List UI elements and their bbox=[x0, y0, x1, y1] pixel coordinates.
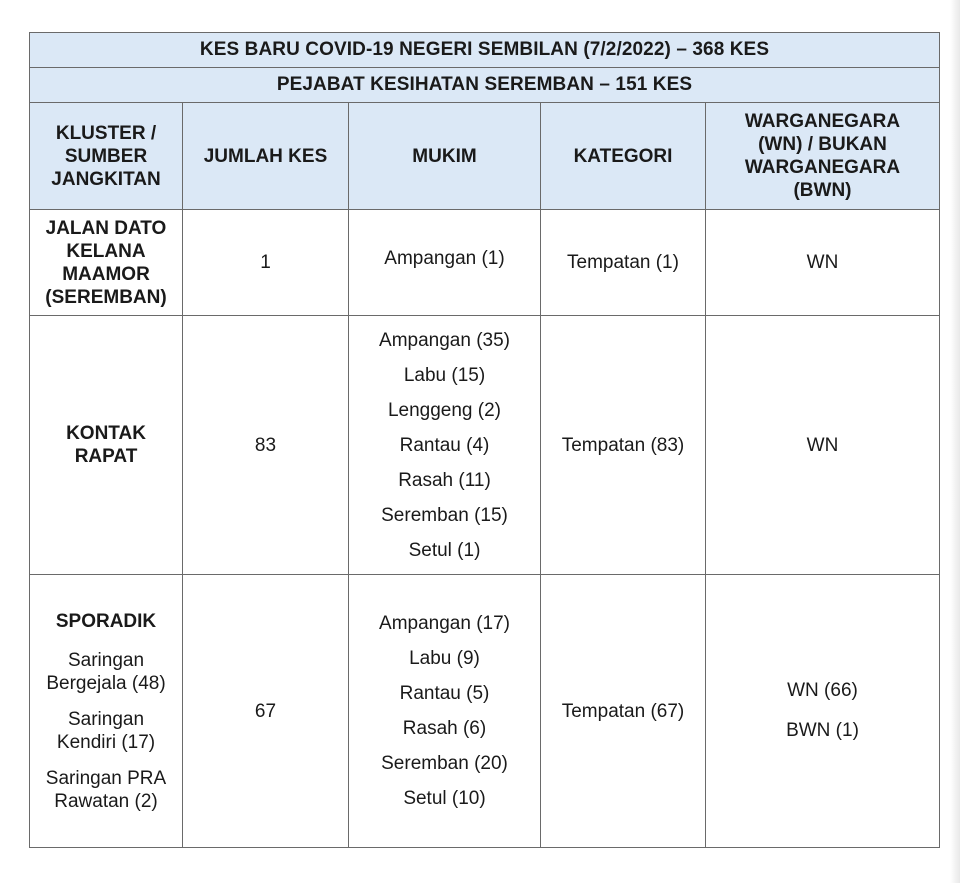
citizenship-item: BWN (1) bbox=[786, 720, 859, 741]
header-cluster-text: KLUSTER / SUMBER JANGKITAN bbox=[51, 122, 161, 190]
cluster-name: SPORADIK bbox=[55, 610, 157, 632]
mukim-cell bbox=[349, 210, 541, 316]
mukim-item: Ampangan (17) bbox=[379, 613, 510, 634]
citizenship-item: WN (66) bbox=[787, 680, 858, 701]
mukim-item: Ampangan (1) bbox=[384, 248, 505, 269]
category-cell: Tempatan (83) bbox=[541, 316, 706, 575]
mukim-cell bbox=[349, 316, 541, 575]
cases-cell: 83 bbox=[183, 316, 349, 575]
mukim-item: Lenggeng (2) bbox=[387, 399, 502, 421]
table-title: KES BARU COVID-19 NEGERI SEMBILAN (7/2/2022) – 368 KES bbox=[30, 33, 940, 68]
mukim-item: Labu (9) bbox=[409, 648, 480, 669]
header-mukim: MUKIM bbox=[349, 103, 541, 210]
citizenship-cell: WN bbox=[706, 210, 940, 316]
cluster-cell bbox=[30, 316, 183, 575]
cluster-name: JALAN DATO KELANA MAAMOR (SEREMBAN) bbox=[45, 217, 167, 308]
cluster-cell bbox=[30, 575, 183, 848]
cases-cell: 67 bbox=[183, 575, 349, 848]
column-header-row bbox=[30, 103, 940, 210]
table-row bbox=[30, 210, 940, 316]
header-citizenship bbox=[706, 103, 940, 210]
citizenship-cell: WN bbox=[706, 316, 940, 575]
header-citizenship-text: WARGANEGARA (WN) / BUKAN WARGANEGARA (BWN) bbox=[744, 111, 901, 201]
mukim-list bbox=[349, 606, 540, 816]
mukim-item: Rantau (4) bbox=[399, 434, 490, 456]
cluster-sub-item: Saringan Kendiri (17) bbox=[56, 708, 156, 753]
header-category: KATEGORI bbox=[541, 103, 706, 210]
cluster-cell bbox=[30, 210, 183, 316]
category-cell: Tempatan (67) bbox=[541, 575, 706, 848]
mukim-item: Labu (15) bbox=[403, 364, 486, 386]
cluster-name: KONTAK RAPAT bbox=[66, 423, 146, 467]
mukim-item: Rasah (6) bbox=[402, 718, 487, 739]
page-edge-shadow bbox=[950, 0, 960, 883]
mukim-cell bbox=[349, 575, 541, 848]
header-cluster bbox=[30, 103, 183, 210]
mukim-item: Rasah (11) bbox=[398, 469, 491, 491]
table-subtitle: PEJABAT KESIHATAN SEREMBAN – 151 KES bbox=[30, 68, 940, 103]
cluster-sub-item: Saringan PRA Rawatan (2) bbox=[45, 767, 167, 812]
category-cell: Tempatan (1) bbox=[541, 210, 706, 316]
mukim-item: Setul (1) bbox=[408, 539, 481, 561]
covid-cases-table bbox=[29, 32, 940, 848]
cluster-stack bbox=[30, 610, 182, 813]
table-row bbox=[30, 575, 940, 848]
table-row bbox=[30, 316, 940, 575]
mukim-list bbox=[349, 323, 540, 568]
cases-cell: 1 bbox=[183, 210, 349, 316]
header-cases: JUMLAH KES bbox=[183, 103, 349, 210]
subtitle-row bbox=[30, 68, 940, 103]
citizenship-cell bbox=[706, 575, 940, 848]
mukim-item: Seremban (20) bbox=[381, 753, 508, 774]
mukim-item: Seremban (15) bbox=[381, 504, 508, 526]
title-row bbox=[30, 33, 940, 68]
mukim-item: Rantau (5) bbox=[399, 683, 490, 704]
mukim-item: Setul (10) bbox=[403, 788, 486, 809]
cluster-sub-item: Saringan Bergejala (48) bbox=[46, 649, 166, 694]
citizenship-list bbox=[706, 671, 939, 751]
mukim-item: Ampangan (35) bbox=[379, 329, 510, 351]
